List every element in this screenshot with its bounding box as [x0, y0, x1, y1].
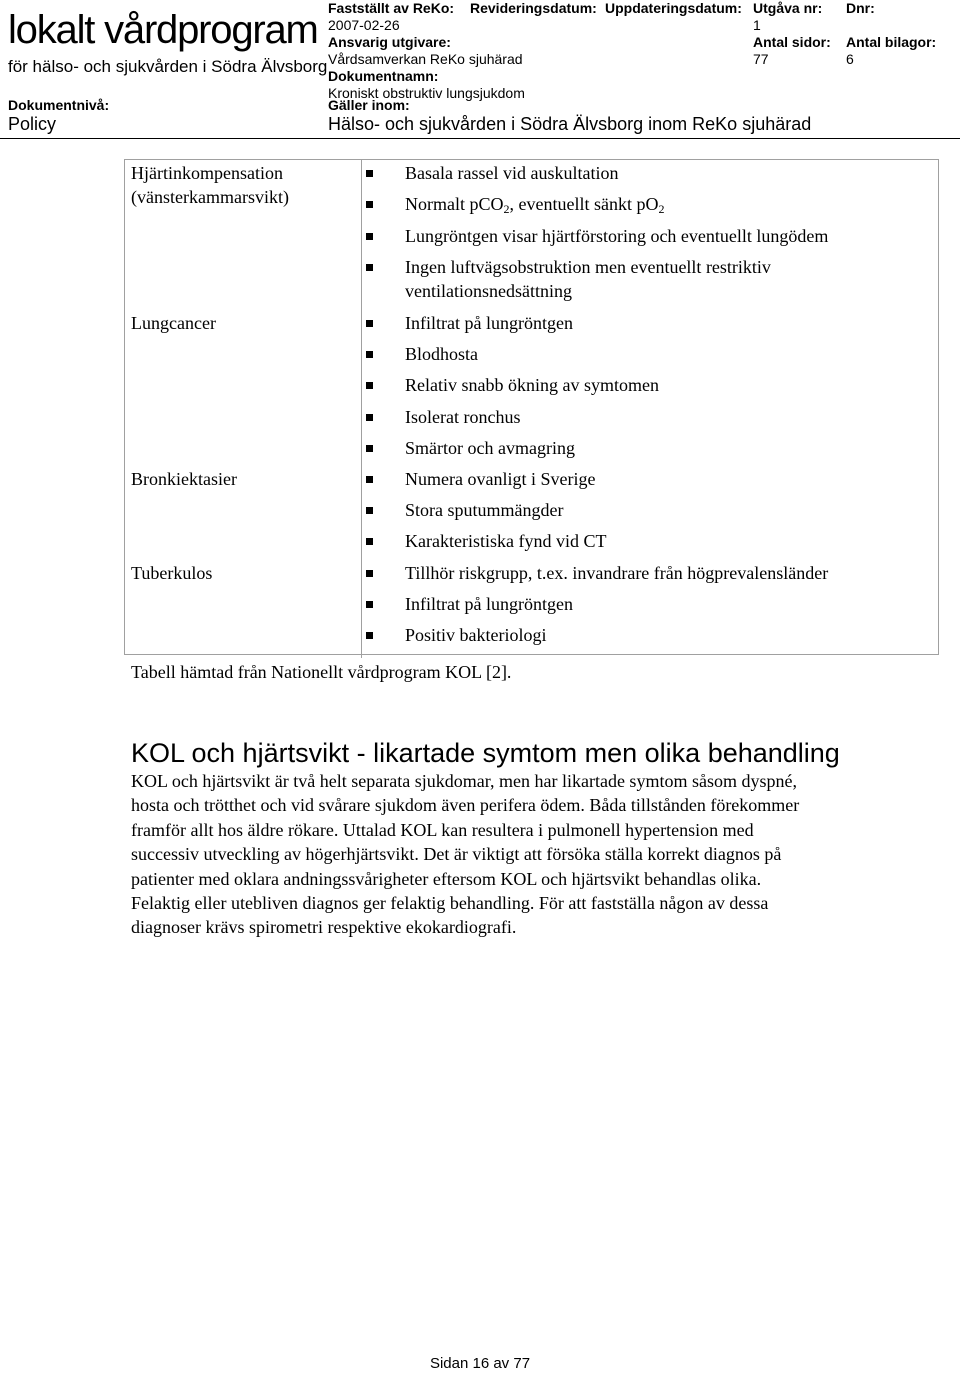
list-item: Basala rassel vid auskultation: [405, 163, 619, 183]
list-item: Blodhosta: [405, 344, 479, 364]
applies-label: Gäller inom:: [328, 97, 410, 113]
list-item: Stora sputummängder: [405, 500, 564, 520]
body-line: Felaktig eller utebliven diagnos ger felaktig behandling. För att fastställa någon av dessa: [131, 893, 769, 914]
list-item: Normalt pCO$_2$, eventuellt sänkt $pO_2$: [405, 194, 665, 216]
dnr-label: Dnr:: [846, 0, 875, 16]
bullet-icon: [366, 570, 373, 577]
level-label: Dokumentnivå:: [8, 97, 110, 113]
revision-date-label: Revideringsdatum:: [470, 0, 597, 16]
condition-name: Hjärtinkompensation: [131, 163, 283, 183]
list-item: Lungröntgen visar hjärtförstoring och eventuellt lungödem: [405, 226, 829, 246]
established-value: 2007-02-26: [328, 17, 400, 33]
attachments-value: 6: [846, 51, 854, 67]
table-column-divider: [361, 159, 362, 658]
condition-name: Tuberkulos: [131, 563, 213, 583]
list-item: Numera ovanligt i Sverige: [405, 469, 596, 489]
body-line: successiv utveckling av högerhjärtsvikt. Det är viktigt att försöka ställa korrekt diagnos på: [131, 844, 782, 865]
edition-value: 1: [753, 17, 761, 33]
list-item: Infiltrat på lungröntgen: [405, 313, 573, 333]
document-title: lokalt vårdprogram: [8, 8, 318, 52]
header-divider: [0, 138, 960, 139]
bullet-icon: [366, 382, 373, 389]
list-item: Relativ snabb ökning av symtomen: [405, 375, 659, 395]
pages-value: 77: [753, 51, 769, 67]
body-line: diagnoser krävs spirometri respektive ekokardiografi.: [131, 917, 517, 938]
body-line: framför allt hos äldre rökare. Uttalad KOL kan resultera i pulmonell hypertension med: [131, 819, 754, 840]
condition-name: Bronkiektasier: [131, 469, 237, 489]
list-item: Tillhör riskgrupp, t.ex. invandrare från högprevalensländer: [405, 563, 829, 583]
list-item: Smärtor och avmagring: [405, 438, 575, 458]
bullet-icon: [366, 264, 373, 271]
bullet-icon: [366, 445, 373, 452]
page-number: Sidan 16 av 77: [429, 1355, 531, 1372]
condition-name: Lungcancer: [131, 313, 216, 333]
bullet-icon: [366, 632, 373, 639]
section-heading: KOL och hjärtsvikt - likartade symtom men olika behandling: [131, 738, 840, 768]
bullet-icon: [366, 201, 373, 208]
document-subtitle: för hälso- och sjukvården i Södra Älvsborg: [8, 57, 328, 76]
established-label: Fastställt av ReKo:: [328, 0, 455, 16]
bullet-icon: [366, 320, 373, 327]
condition-subname: (vänsterkammarsvikt): [131, 187, 289, 207]
applies-value: Hälso- och sjukvården i Södra Älvsborg inom ReKo sjuhärad: [328, 114, 812, 134]
list-item: Infiltrat på lungröntgen: [405, 594, 573, 614]
bullet-icon: [366, 414, 373, 421]
body-line: KOL och hjärtsvikt är två helt separata sjukdomar, men har likartade symtom såsom dyspné,: [131, 771, 797, 791]
bullet-icon: [366, 170, 373, 177]
bullet-icon: [366, 507, 373, 514]
publisher-label: Ansvarig utgivare:: [328, 34, 451, 50]
docname-label: Dokumentnamn:: [328, 68, 439, 84]
publisher-value: Vårdsamverkan ReKo sjuhärad: [328, 51, 523, 67]
body-line: patienter med oklara andningssvårigheter eftersom KOL och hjärtsvikt behandlas olika.: [131, 868, 762, 889]
list-item: Karakteristiska fynd vid CT: [405, 531, 607, 551]
condition-cell: [131, 161, 289, 209]
bullet-icon: [366, 538, 373, 545]
bullet-icon: [366, 476, 373, 483]
list-item: Ingen luftvägsobstruktion men eventuellt restriktiv ventilationsnedsättning: [405, 257, 771, 301]
attachments-label: Antal bilagor:: [846, 34, 937, 50]
edition-label: Utgåva nr:: [753, 0, 823, 16]
level-value: Policy: [8, 114, 57, 134]
table-caption: Tabell hämtad från Nationellt vårdprogram KOL [2].: [131, 662, 512, 682]
docname-value: Kroniskt obstruktiv lungsjukdom: [328, 85, 525, 101]
update-date-label: Uppdateringsdatum:: [605, 0, 742, 16]
bullet-icon: [366, 233, 373, 240]
pages-label: Antal sidor:: [753, 34, 831, 50]
bullet-icon: [366, 351, 373, 358]
body-line: hosta och trötthet och vid svårare sjukdom även perifera ödem. Båda tillstånden förekommer: [131, 795, 800, 816]
list-item: Positiv bakteriologi: [405, 625, 547, 645]
bullet-icon: [366, 601, 373, 608]
section-body: [131, 769, 931, 940]
list-item: Isolerat ronchus: [405, 407, 521, 427]
